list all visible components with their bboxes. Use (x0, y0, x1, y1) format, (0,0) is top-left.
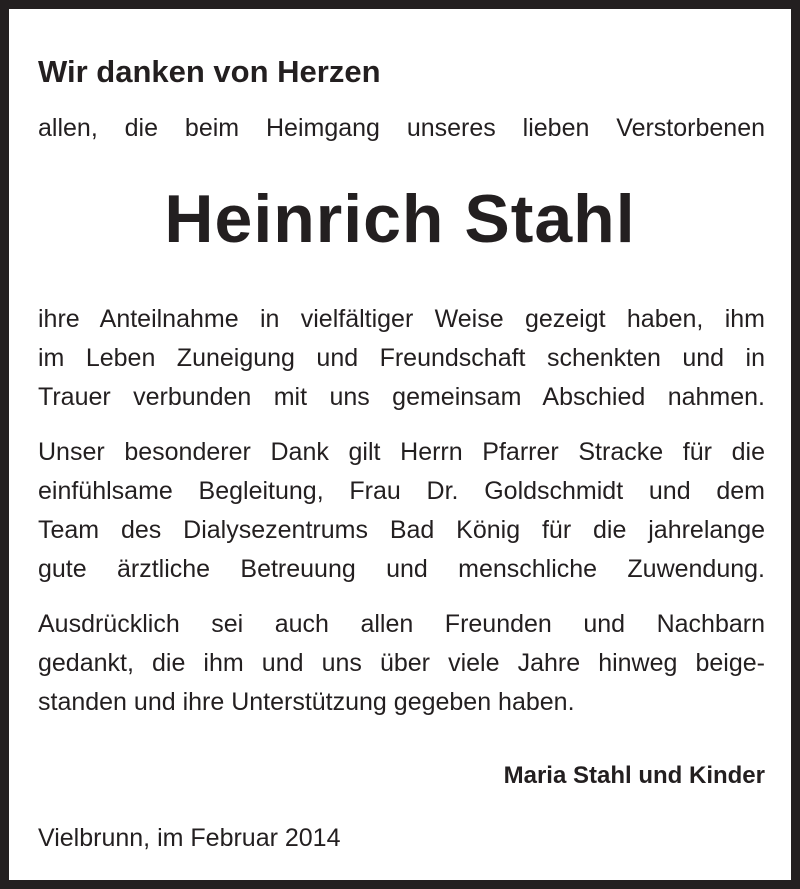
deceased-name: Heinrich Stahl (164, 181, 636, 257)
body-line: Trauer verbunden mit uns gemeinsam Abschied nahmen. (38, 383, 765, 411)
body-line: Ausdrücklich sei auch allen Freunden und Nachbarn (38, 610, 765, 638)
place-date: Vielbrunn, im Februar 2014 (38, 824, 341, 852)
signature: Maria Stahl und Kinder (503, 762, 765, 789)
body-line: ihre Anteilnahme in vielfältiger Weise gezeigt haben, ihm (38, 305, 765, 333)
body-line: Team des Dialysezentrums Bad König für die jahrelange (38, 516, 765, 544)
body-line: Unser besonderer Dank gilt Herrn Pfarrer Stracke für die (38, 438, 765, 466)
body-line: gute ärztliche Betreuung und menschliche Zuwendung. (38, 555, 765, 583)
heading: Wir danken von Herzen (38, 54, 381, 89)
body-line: standen und ihre Unterstützung gegeben haben. (38, 688, 575, 716)
body-line: einfühlsame Begleitung, Frau Dr. Goldschmidt und dem (38, 477, 765, 505)
body-line: gedankt, die ihm und uns über viele Jahre hinweg beige- (38, 649, 765, 677)
body-line: im Leben Zuneigung und Freundschaft schenkten und in (38, 344, 765, 372)
subtitle: allen, die beim Heimgang unseres lieben Verstorbenen (38, 114, 765, 142)
